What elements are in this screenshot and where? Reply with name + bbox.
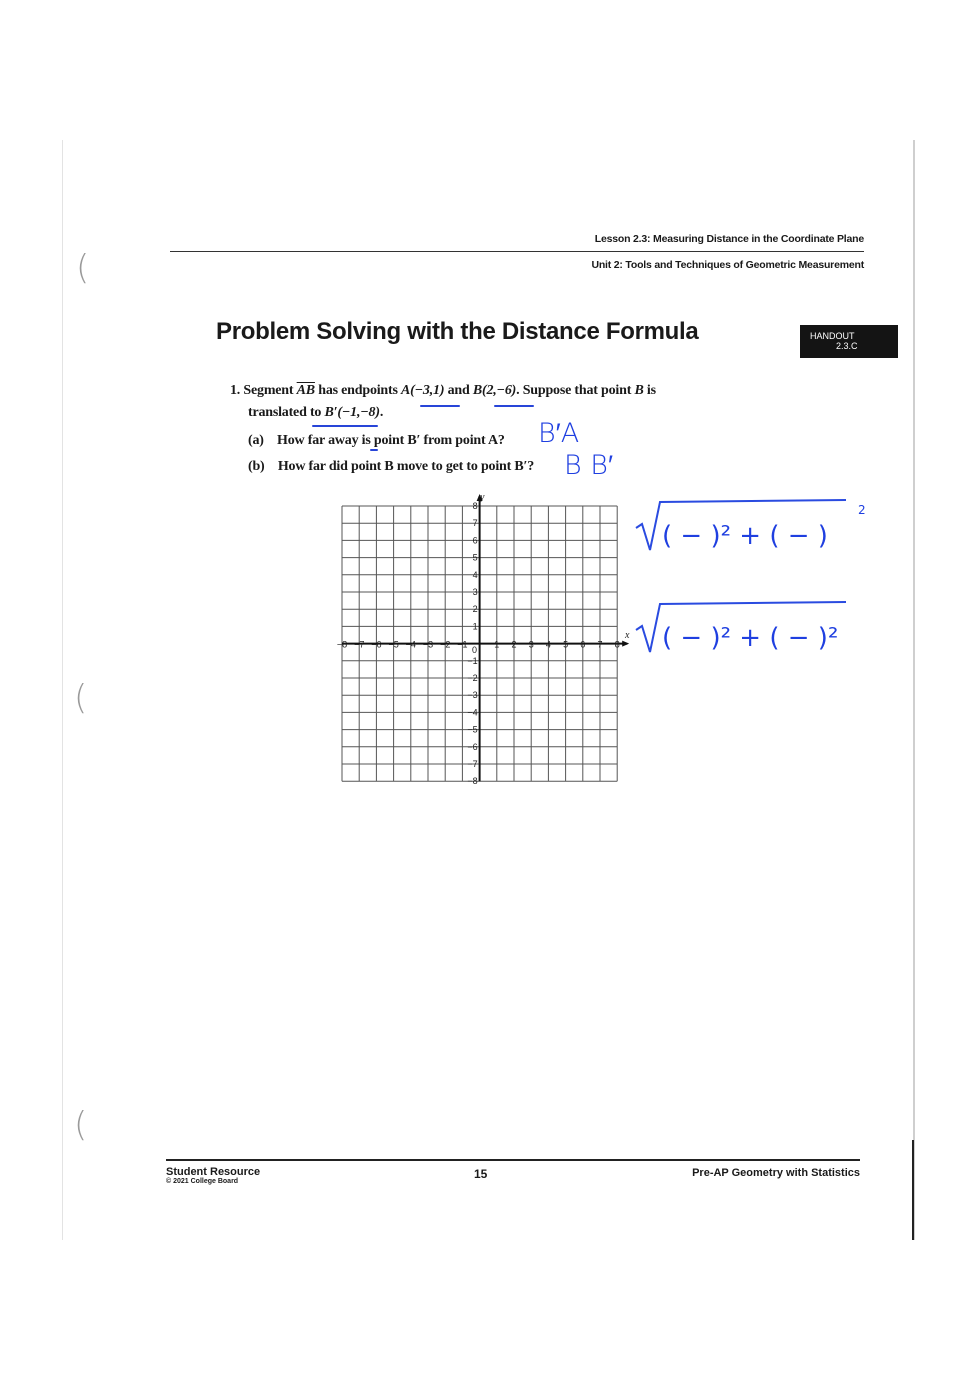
scan-edge-right-dark [912, 1140, 914, 1240]
y-tick-label: −8 [467, 776, 478, 787]
point-b: B(2,−6) [472, 383, 517, 398]
y-axis-label: y [480, 492, 485, 503]
x-axis-label: x [625, 630, 630, 641]
footer-copyright: © 2021 College Board [166, 1178, 239, 1185]
ink-underline-a [420, 405, 460, 407]
page-title: Problem Solving with the Distance Formula [216, 318, 699, 345]
y-tick-label: 5 [472, 552, 478, 563]
question-text: and [444, 383, 473, 398]
y-tick-label: 1 [472, 621, 478, 632]
x-tick-label: −3 [422, 639, 434, 650]
ink-underline-b [494, 405, 534, 407]
x-tick-label: −2 [440, 639, 451, 650]
point-b-letter: B [634, 383, 644, 398]
x-tick-label: 6 [580, 639, 586, 650]
footer-rule [166, 1159, 860, 1161]
y-tick-label: −7 [467, 759, 478, 769]
handwritten-answer-b: B B′ [564, 450, 614, 481]
lesson-header: Lesson 2.3: Measuring Distance in the Coordinate Plane [594, 233, 864, 245]
y-tick-label: −1 [467, 655, 478, 666]
y-tick-label: −6 [467, 741, 478, 752]
origin-label: 0 [472, 645, 478, 655]
y-tick-label: 4 [472, 569, 478, 580]
point-a: A(−3,1) [401, 383, 445, 398]
footer-left [166, 1166, 260, 1185]
handout-label: HANDOUT [810, 331, 855, 341]
footer-course: Pre-AP Geometry with Statistics [692, 1167, 860, 1179]
x-tick-label: 1 [494, 639, 500, 650]
coordinate-grid [330, 490, 630, 800]
binder-hole-mark: ( [74, 678, 88, 718]
part-text: How far did point B move to get to point B′? [277, 459, 535, 474]
y-tick-label: −2 [467, 673, 478, 683]
x-tick-label: −8 [336, 639, 348, 650]
x-tick-label: −1 [457, 639, 468, 650]
y-tick-label: 3 [472, 587, 478, 597]
binder-hole-mark: ( [76, 248, 90, 288]
segment-ab: $\overline{AB}$ [296, 383, 315, 398]
x-tick-label: 8 [614, 639, 620, 650]
handwritten-formula-1 [636, 500, 866, 551]
footer-title: Student Resource [166, 1166, 261, 1178]
question-line-2 [248, 402, 383, 424]
handout-code: 2.3.C [836, 341, 858, 351]
question-text: translated to [248, 405, 325, 420]
question-text: . Suppose that point [516, 383, 635, 398]
part-label: (b) [248, 459, 265, 474]
y-tick-label: −3 [467, 690, 478, 701]
x-tick-label: −7 [354, 639, 365, 650]
x-tick-label: 7 [597, 639, 603, 650]
handout-badge [800, 325, 898, 358]
question-text: is [643, 383, 656, 398]
binder-hole-mark: ( [74, 1105, 88, 1145]
y-tick-label: 8 [472, 501, 478, 511]
header-rule [170, 251, 864, 252]
ink-underline-bprime [312, 425, 378, 427]
scan-edge-right [913, 140, 915, 1240]
x-tick-label: −6 [371, 639, 382, 650]
y-tick-label: −4 [467, 707, 478, 718]
handwritten-answer-a: B′A [538, 418, 580, 449]
scan-edge-left [62, 140, 63, 1240]
question-part-b [248, 456, 534, 478]
page-number: 15 [474, 1167, 488, 1181]
y-tick-label: 2 [472, 604, 478, 615]
x-tick-label: −5 [388, 639, 399, 650]
question-line-1 [230, 380, 656, 402]
axes [342, 494, 629, 781]
question-text: . [379, 405, 384, 420]
question-text: Segment [243, 383, 297, 398]
formula-2-text: ( − )² + ( − )² [662, 623, 839, 653]
x-tick-label: 3 [528, 639, 534, 650]
part-text: How far away is point B′ from point A? [277, 433, 505, 448]
ink-underline-small [370, 449, 378, 451]
part-label: (a) [248, 433, 264, 448]
question-number: 1. [230, 383, 241, 398]
y-tick-label: −5 [467, 724, 478, 735]
y-tick-label: 6 [472, 535, 478, 546]
x-tick-label: 5 [563, 639, 569, 650]
x-axis-arrow [622, 641, 629, 647]
unit-header: Unit 2: Tools and Techniques of Geometric Measurement [591, 259, 864, 271]
exponent-mark: 2 [858, 503, 866, 517]
formula-1-text: ( − )² + ( − ) [662, 521, 828, 551]
handwritten-formulas [630, 490, 890, 670]
x-tick-label: 4 [545, 639, 551, 650]
handwritten-formula-2 [636, 602, 846, 653]
point-b-prime: B′(−1,−8) [324, 405, 380, 420]
x-tick-label: −4 [405, 639, 416, 650]
x-tick-label: 2 [511, 639, 517, 650]
y-tick-label: 7 [472, 518, 478, 529]
question-text: has endpoints [314, 383, 402, 398]
